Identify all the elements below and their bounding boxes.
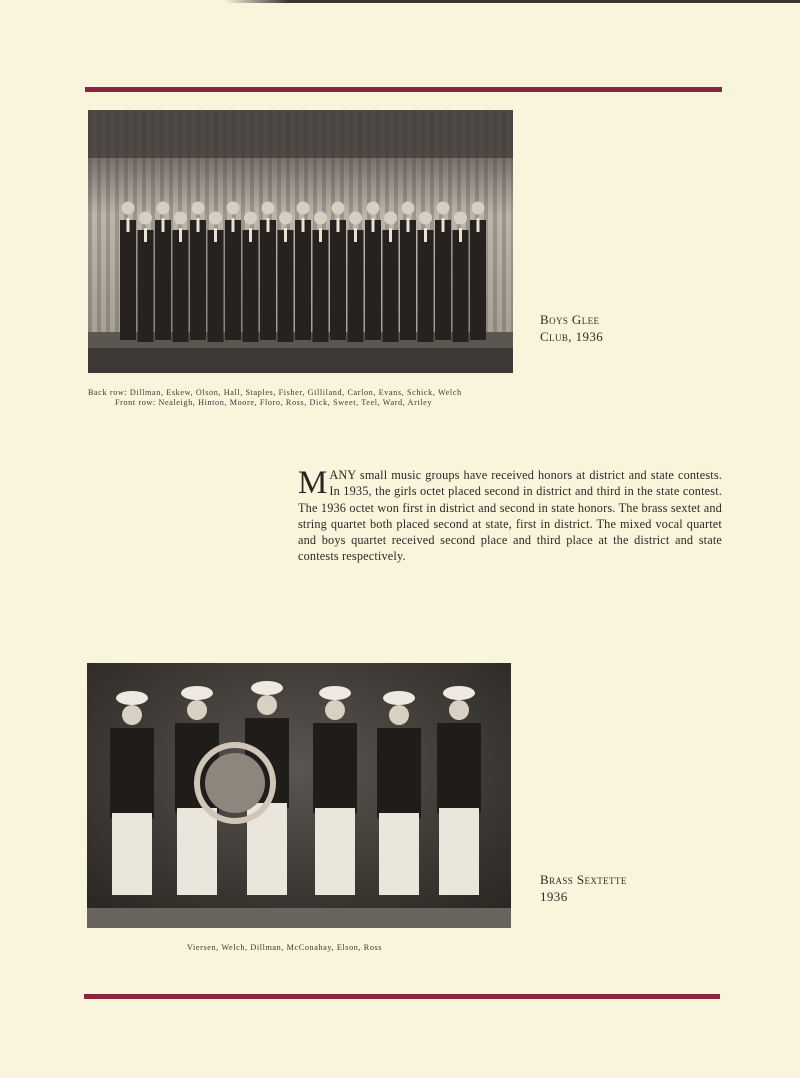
drop-cap: M xyxy=(298,465,327,501)
brass-caption: Viersen, Welch, Dillman, McConahay, Elson, Ross xyxy=(187,943,383,952)
bottom-decorative-rule xyxy=(84,994,720,999)
article-paragraph xyxy=(298,467,722,565)
brass-sextette-photo xyxy=(87,663,511,928)
glee-photo-title: Boys Glee Club, 1936 xyxy=(540,312,604,344)
brass-photo-title: Brass Sextette 1936 xyxy=(540,872,627,904)
glee-caption-back-row: Back row: Dillman, Eskew, Olson, Hall, Staples, Fisher, Gilliland, Carlon, Evans, Schick, Welch xyxy=(88,388,462,397)
boys-glee-club-photo xyxy=(88,110,513,373)
top-decorative-rule xyxy=(85,87,722,92)
glee-caption-front-row: Front row: Nealeigh, Hinton, Moore, Floro, Ross, Dick, Sweet, Teel, Ward, Artley xyxy=(115,398,433,407)
article-text: ANY small music groups have received honors at district and state contests. In 1935, the girls octet placed second in district and third in the state contest. The 1936 octet won first in district and second in state honors. The brass sextet and string quartet both placed second at state, first in district. The mixed vocal quartet and boys quartet received second place and third place at the district and state contests respectively. xyxy=(298,468,722,564)
page-top-edge xyxy=(0,0,800,3)
